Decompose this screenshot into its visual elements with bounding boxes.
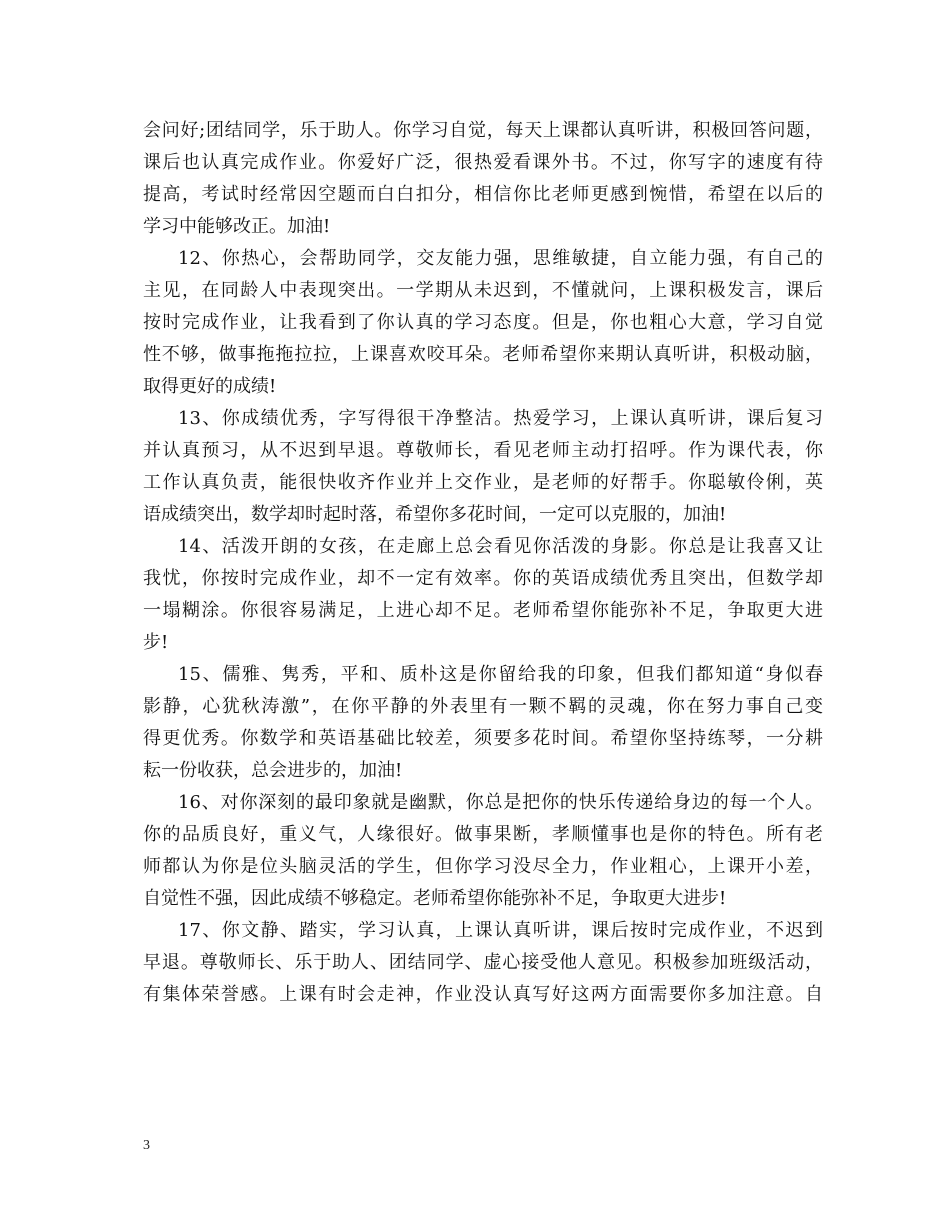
paragraph-14 [143, 531, 823, 659]
text-line: 你的品质良好，重义气，人缘很好。做事果断，孝顺懂事也是你的特色。所有老 [143, 824, 823, 845]
text-line: 语成绩突出，数学却时起时落，希望你多花时间，一定可以克服的，加油! [143, 504, 727, 525]
text-line: 自觉性不强，因此成绩不够稳定。老师希望你能弥补不足，争取更大进步! [143, 888, 727, 909]
page-number: 3 [143, 1138, 150, 1153]
text-line: 学习中能够改正。加油! [143, 216, 331, 237]
text-line: 师都认为你是位头脑灵活的学生，但你学习没尽全力，作业粗心，上课开小差， [143, 856, 823, 877]
paragraph-12 [143, 243, 823, 403]
paragraph-15 [143, 659, 823, 787]
text-line: 我忧，你按时完成作业，却不一定有效率。你的英语成绩优秀且突出，但数学却 [143, 568, 823, 589]
text-line: 步! [143, 632, 169, 653]
paragraph-continued [143, 115, 823, 243]
text-line: 主见，在同龄人中表现突出。一学期从未迟到，不懂就问，上课积极发言，课后 [143, 280, 823, 301]
paragraph-13 [143, 403, 823, 531]
text-line: 影静，心犹秋涛激”，在你平静的外表里有一颗不羁的灵魂，你在努力事自己变 [143, 696, 823, 717]
text-line: 早退。尊敬师长、乐于助人、团结同学、虚心接受他人意见。积极参加班级活动， [143, 952, 823, 973]
text-line: 17、你文静、踏实，学习认真，上课认真听讲，课后按时完成作业，不迟到 [178, 920, 823, 941]
text-line: 16、对你深刻的最印象就是幽默，你总是把你的快乐传递给身边的每一个人。 [178, 792, 823, 813]
text-line: 有集体荣誉感。上课有时会走神，作业没认真写好这两方面需要你多加注意。自 [143, 984, 823, 1005]
paragraph-16 [143, 787, 823, 915]
document-body [143, 115, 823, 1011]
text-line: 14、活泼开朗的女孩，在走廊上总会看见你活泼的身影。你总是让我喜又让 [178, 536, 823, 557]
text-line: 得更优秀。你数学和英语基础比较差，须要多花时间。希望你坚持练琴，一分耕 [143, 728, 823, 749]
text-line: 会问好;团结同学，乐于助人。你学习自觉，每天上课都认真听讲，积极回答问题， [143, 120, 823, 141]
text-line: 工作认真负责，能很快收齐作业并上交作业，是老师的好帮手。你聪敏伶俐，英 [143, 472, 823, 493]
text-line: 课后也认真完成作业。你爱好广泛，很热爱看课外书。不过，你写字的速度有待 [143, 152, 823, 173]
text-line: 取得更好的成绩! [143, 376, 277, 397]
text-line: 12、你热心，会帮助同学，交友能力强，思维敏捷，自立能力强，有自己的 [178, 248, 823, 269]
text-line: 13、你成绩优秀，字写得很干净整洁。热爱学习，上课认真听讲，课后复习 [178, 408, 823, 429]
paragraph-17 [143, 915, 823, 1011]
text-line: 耘一份收获，总会进步的，加油! [143, 760, 403, 781]
text-line: 性不够，做事拖拖拉拉，上课喜欢咬耳朵。老师希望你来期认真听讲，积极动脑， [143, 344, 823, 365]
text-line: 提高，考试时经常因空题而白白扣分，相信你比老师更感到惋惜，希望在以后的 [143, 184, 823, 205]
text-line: 15、儒雅、隽秀，平和、质朴这是你留给我的印象，但我们都知道“身似春 [178, 664, 823, 685]
text-line: 一塌糊涂。你很容易满足，上进心却不足。老师希望你能弥补不足，争取更大进 [143, 600, 823, 621]
text-line: 并认真预习，从不迟到早退。尊敬师长，看见老师主动打招呼。作为课代表，你 [143, 440, 823, 461]
text-line: 按时完成作业，让我看到了你认真的学习态度。但是，你也粗心大意，学习自觉 [143, 312, 823, 333]
